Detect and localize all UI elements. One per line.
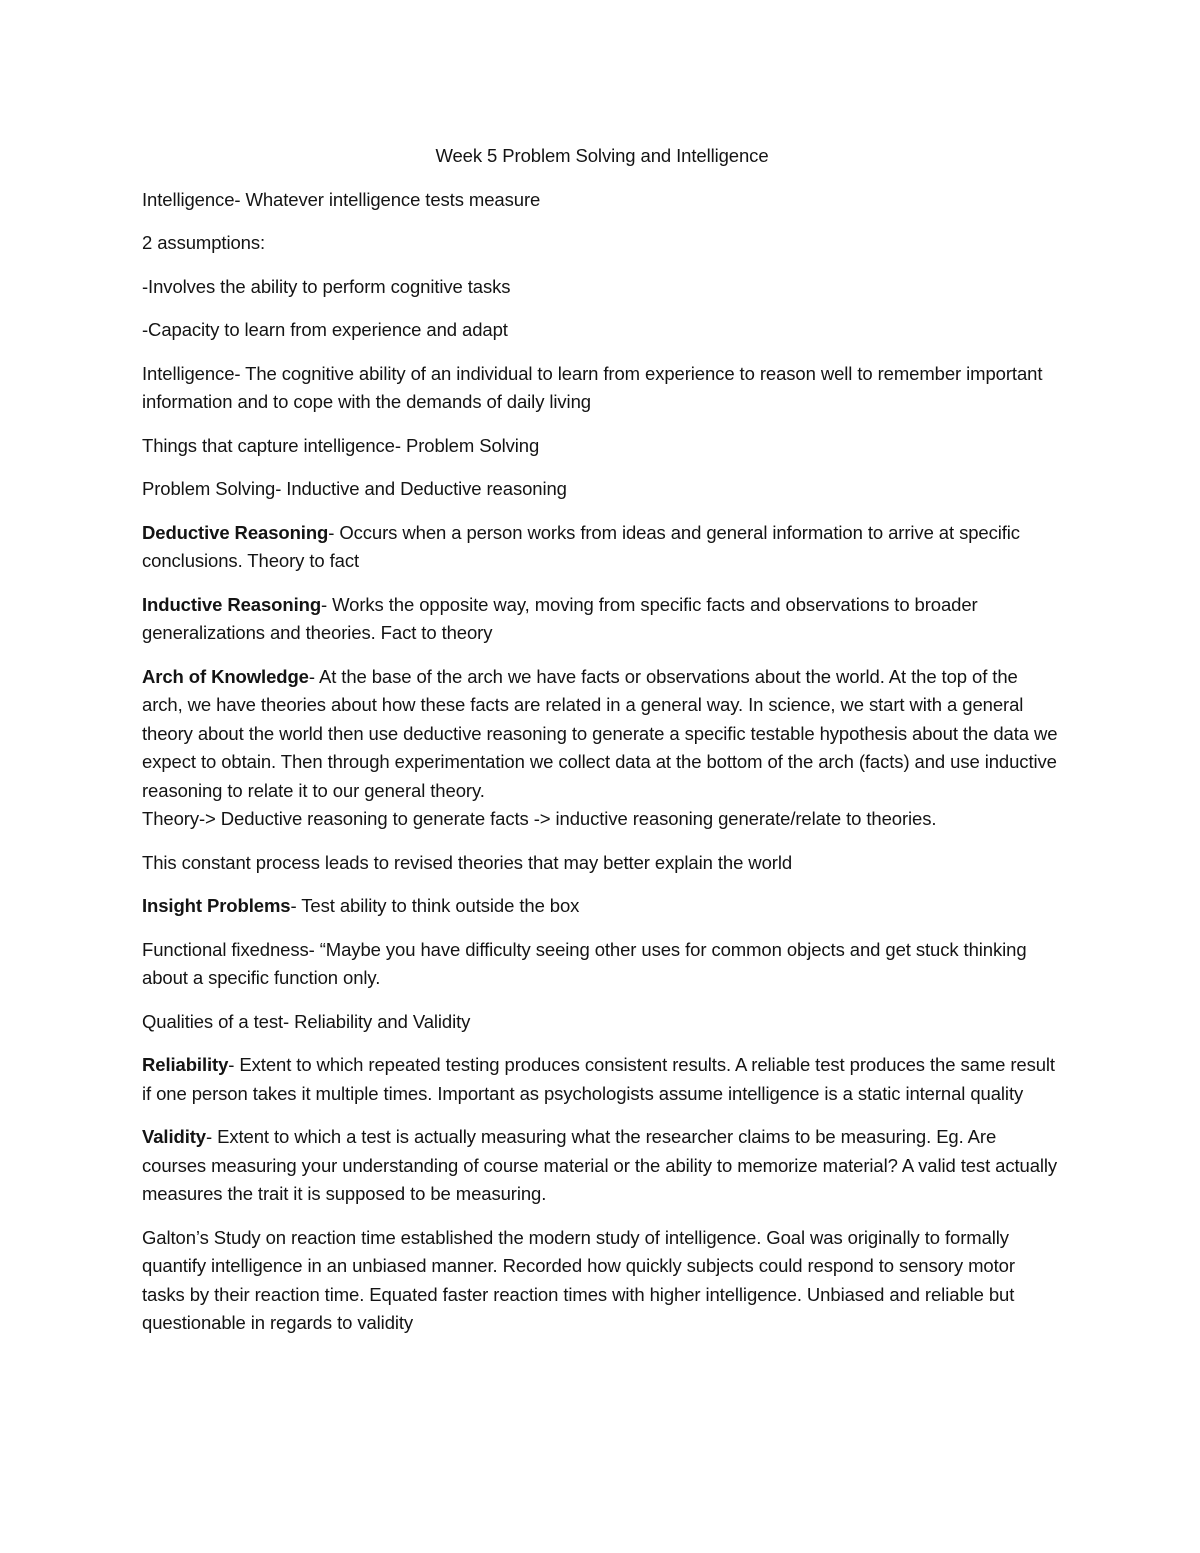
paragraph-intelligence-full-definition: Intelligence- The cognitive ability of an individual to learn from experience to reason well to remember important information and to cope with the demands of daily living bbox=[142, 362, 1043, 412]
paragraph-assumption-2: -Capacity to learn from experience and adapt bbox=[142, 319, 508, 340]
paragraph-functional-fixedness: Functional fixedness- “Maybe you have difficulty seeing other uses for common objects and get stuck thinking about a specific function only. bbox=[142, 938, 1027, 988]
term-inductive-reasoning: Inductive Reasoning bbox=[142, 593, 322, 615]
paragraph-insight-problems bbox=[142, 892, 1062, 921]
paragraph-assumptions-heading: 2 assumptions: bbox=[142, 232, 266, 253]
paragraph-validity bbox=[142, 1123, 1062, 1209]
arch-of-knowledge-text: - At the base of the arch we have facts or observations about the world. At the top of the arch, we have theories about how these facts are related in a general way. In science, we start with a general theory about the world then use deductive reasoning to generate a specific testable hypothesis about the data we expect to obtain. Then through experimentation we collect data at the bottom of the arch (facts) and use inductive reasoning to relate it to our general theory. bbox=[142, 665, 1058, 801]
paragraph-problem-solving: Problem Solving- Inductive and Deductive reasoning bbox=[142, 478, 567, 499]
term-reliability: Reliability bbox=[142, 1054, 229, 1075]
paragraph-constant-process: This constant process leads to revised theories that may better explain the world bbox=[142, 851, 793, 873]
page-title: Week 5 Problem Solving and Intelligence bbox=[435, 145, 769, 166]
inductive-reasoning-text: - Works the opposite way, moving from specific facts and observations to broader generalizations and theories. Fact to theory bbox=[142, 593, 978, 643]
validity-text: - Extent to which a test is actually measuring what the researcher claims to be measuring. Eg. Are courses measuring your understanding of course material or the ability to memorize material? A valid test actually measures the trait it is supposed to be measuring. bbox=[142, 1126, 1058, 1204]
reliability-text: - Extent to which repeated testing produces consistent results. A reliable test produces the same result if one person takes it multiple times. Important as psychologists assume intelligence is a static internal quality bbox=[142, 1054, 1055, 1104]
paragraph-capture-intelligence: Things that capture intelligence- Problem Solving bbox=[142, 434, 540, 456]
paragraph-qualities-of-test: Qualities of a test- Reliability and Validity bbox=[142, 1010, 471, 1032]
paragraph-arch-of-knowledge bbox=[142, 663, 1062, 806]
paragraph-inductive-reasoning bbox=[142, 591, 1062, 648]
paragraph-deductive-reasoning bbox=[142, 519, 1062, 576]
paragraph-theory-cycle: Theory-> Deductive reasoning to generate facts -> inductive reasoning generate/relate to theories. bbox=[142, 808, 937, 829]
term-insight-problems: Insight Problems bbox=[142, 895, 291, 916]
term-arch-of-knowledge: Arch of Knowledge bbox=[142, 665, 309, 687]
paragraph-intelligence-definition: Intelligence- Whatever intelligence tests measure bbox=[142, 188, 541, 210]
paragraph-reliability bbox=[142, 1051, 1062, 1108]
insight-problems-text: - Test ability to think outside the box bbox=[290, 895, 580, 916]
paragraph-assumption-1: -Involves the ability to perform cognitive tasks bbox=[142, 275, 511, 297]
paragraph-galton-study: Galton’s Study on reaction time established the modern study of intelligence. Goal was originally to formally quantify intelligence in an unbiased manner. Recorded how quickly subjects could respond to sensory motor tasks by their reaction time. Equated faster reaction times with higher intelligence. Unbiased and reliable but questionable in regards to validity bbox=[142, 1226, 1015, 1333]
deductive-reasoning-text: - Occurs when a person works from ideas and general information to arrive at specific conclusions. Theory to fact bbox=[142, 521, 1020, 571]
term-deductive-reasoning: Deductive Reasoning bbox=[142, 521, 329, 543]
document-body bbox=[142, 142, 1062, 1353]
term-validity: Validity bbox=[142, 1126, 206, 1147]
